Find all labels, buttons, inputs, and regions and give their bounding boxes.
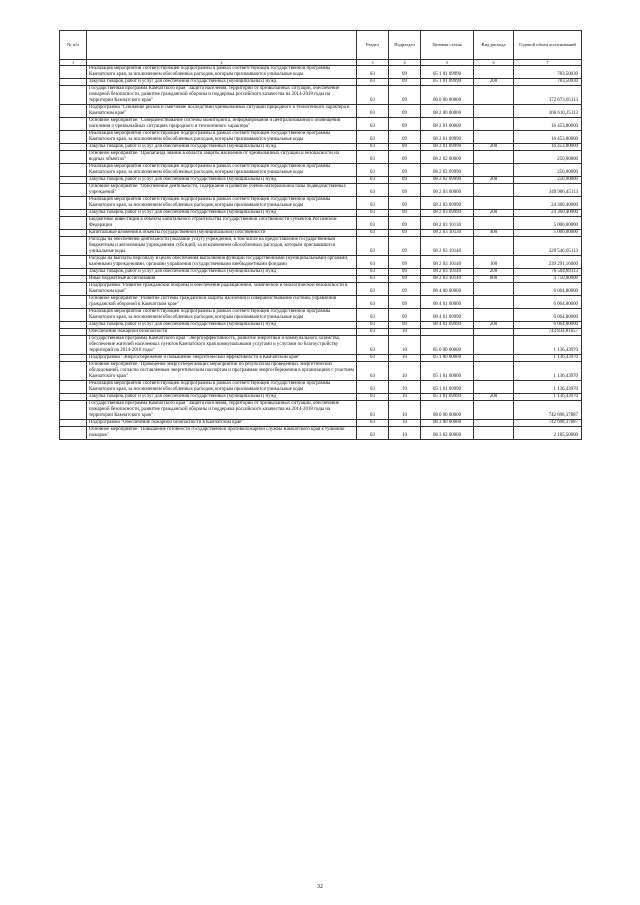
row-vid-cell xyxy=(474,329,514,336)
row-target-cell: 08 2 03 09990 xyxy=(421,197,474,210)
row-razdel-cell: 03 xyxy=(357,269,389,276)
row-target-cell: 08 2 03 10140 xyxy=(421,269,474,276)
row-name-cell: Основное мероприятие "Обеспечение деятельности, содержание и развитие учебно-материальной базы подведомственных учреждений" xyxy=(87,184,357,197)
row-podrazdel-cell: 10 xyxy=(389,362,421,381)
row-razdel-cell: 03 xyxy=(357,144,389,151)
row-name-cell: Подпрограмма "Развитие гражданской обороны и обеспечение радиационной, химической и биологической безопасности в Камчатском крае" xyxy=(87,283,357,296)
row-razdel-cell: 03 xyxy=(357,296,389,309)
row-vid-cell xyxy=(474,362,514,381)
row-target-cell: 05 1 01 09990 xyxy=(421,79,474,86)
row-razdel-cell: 03 xyxy=(357,309,389,322)
row-number-cell xyxy=(60,86,87,105)
row-vid-cell xyxy=(474,420,514,427)
row-target-cell: 08 2 01 09990 xyxy=(421,131,474,144)
row-razdel-cell: 03 xyxy=(357,177,389,184)
header-vid: Вид расхода xyxy=(474,31,514,60)
row-razdel-cell: 03 xyxy=(357,184,389,197)
row-target-cell: 08 2 03 10140 xyxy=(421,237,474,256)
table-row xyxy=(60,105,582,118)
row-name-cell: Капитальные вложения в объекты государственной (муниципальной) собственности xyxy=(87,230,357,237)
row-vid-cell: 800 xyxy=(474,276,514,283)
row-podrazdel-cell: 09 xyxy=(389,177,421,184)
row-vid-cell xyxy=(474,118,514,131)
row-target-cell: 08 4 01 09990 xyxy=(421,322,474,329)
table-row xyxy=(60,336,582,355)
row-vid-cell: 200 xyxy=(474,269,514,276)
row-razdel-cell: 03 xyxy=(357,151,389,164)
row-razdel-cell: 03 xyxy=(357,336,389,355)
row-target-cell: 05 1 01 09990 xyxy=(421,394,474,401)
row-razdel-cell: 03 xyxy=(357,362,389,381)
row-podrazdel-cell: 10 xyxy=(389,329,421,336)
row-target-cell: 05 1 00 00000 xyxy=(421,355,474,362)
row-number-cell xyxy=(60,355,87,362)
row-target-cell: 08 2 02 00000 xyxy=(421,151,474,164)
table-row xyxy=(60,79,582,86)
row-name-cell: Государственная программа Камчатского края "Энергоэффективность, развитие энергетики и коммунального хозяйства, обеспечение жителей населенных пунктов Камчатского края коммунальными услугами и услугами по благоустройству территорий на 2014-2018 годы" xyxy=(87,336,357,355)
row-podrazdel-cell: 09 xyxy=(389,256,421,269)
row-podrazdel-cell: 09 xyxy=(389,322,421,329)
row-number-cell xyxy=(60,131,87,144)
row-podrazdel-cell: 09 xyxy=(389,86,421,105)
row-name-cell: Реализация мероприятий соответствующей подпрограммы в рамках соответствующей государственной программы Камчатского края, за исключением обособленных расходов, которым присваиваются уникальные коды xyxy=(87,66,357,79)
col-number: 2 xyxy=(87,60,357,66)
row-number-cell xyxy=(60,230,87,237)
row-podrazdel-cell: 10 xyxy=(389,381,421,394)
row-razdel-cell: 03 xyxy=(357,164,389,177)
row-razdel-cell: 03 xyxy=(357,66,389,79)
row-vid-cell xyxy=(474,66,514,79)
row-vid-cell xyxy=(474,237,514,256)
row-name-cell: Иные бюджетные ассигнования xyxy=(87,276,357,283)
row-target-cell: 08 2 03 10140 xyxy=(421,276,474,283)
row-number-cell xyxy=(60,401,87,420)
row-target-cell: 08 2 02 09990 xyxy=(421,164,474,177)
row-razdel-cell: 03 xyxy=(357,118,389,131)
row-number-cell xyxy=(60,210,87,217)
row-sum-cell: 1 136,43970 xyxy=(514,355,582,362)
row-target-cell: 08 2 02 09990 xyxy=(421,177,474,184)
row-target-cell: 08 2 00 00000 xyxy=(421,105,474,118)
row-number-cell xyxy=(60,237,87,256)
table-row xyxy=(60,362,582,381)
table-row xyxy=(60,217,582,230)
row-razdel-cell: 03 xyxy=(357,217,389,230)
row-podrazdel-cell: 09 xyxy=(389,144,421,151)
row-target-cell: 08 4 01 09990 xyxy=(421,309,474,322)
row-number-cell xyxy=(60,309,87,322)
row-name-cell: Реализация мероприятий соответствующей подпрограммы в рамках соответствующей государственной программы Камчатского края, за исключением обособленных расходов, которым присваиваются уникальные коды xyxy=(87,381,357,394)
table-row xyxy=(60,296,582,309)
row-number-cell xyxy=(60,329,87,336)
row-podrazdel-cell: 10 xyxy=(389,401,421,420)
row-razdel-cell: 03 xyxy=(357,329,389,336)
row-podrazdel-cell: 09 xyxy=(389,118,421,131)
row-name-cell: Государственная программа Камчатского края "Защита населения, территорий от чрезвычайных ситуаций, обеспечение пожарной безопасности, развитие гражданской обороны и поддержка российского казачества на 2014-2018 годы на территории Камчатского края" xyxy=(87,401,357,420)
row-target-cell: 08 2 03 09990 xyxy=(421,210,474,217)
col-number: 7 xyxy=(514,60,582,66)
row-vid-cell xyxy=(474,131,514,144)
row-number-cell xyxy=(60,184,87,197)
col-number: 6 xyxy=(474,60,514,66)
row-vid-cell: 200 xyxy=(474,210,514,217)
row-sum-cell: 1 136,43970 xyxy=(514,381,582,394)
row-razdel-cell: 03 xyxy=(357,105,389,118)
table-row xyxy=(60,131,582,144)
row-vid-cell: 200 xyxy=(474,394,514,401)
row-podrazdel-cell: 09 xyxy=(389,79,421,86)
row-razdel-cell: 03 xyxy=(357,381,389,394)
row-target-cell: 05 1 01 00000 xyxy=(421,362,474,381)
row-razdel-cell: 03 xyxy=(357,131,389,144)
row-sum-cell: 783,50030 xyxy=(514,79,582,86)
row-vid-cell xyxy=(474,355,514,362)
table-row xyxy=(60,427,582,440)
table-row xyxy=(60,394,582,401)
row-podrazdel-cell: 10 xyxy=(389,420,421,427)
table-row xyxy=(60,230,582,237)
table-row xyxy=(60,151,582,164)
row-podrazdel-cell: 09 xyxy=(389,197,421,210)
row-name-cell: Подпрограмма "Обеспечение пожарной безопасности в Камчатском крае" xyxy=(87,420,357,427)
row-name-cell: Реализация мероприятий соответствующей подпрограммы в рамках соответствующей государственной программы Камчатского края, за исключением обособленных расходов, которым присваиваются уникальные коды xyxy=(87,164,357,177)
row-name-cell: Государственная программа Камчатского края "Защита населения, территорий от чрезвычайных ситуаций, обеспечение пожарной безопасности, развитие гражданской обороны и поддержка российского казачества на 2014-2018 годы на территории Камчатского края" xyxy=(87,86,357,105)
row-vid-cell xyxy=(474,184,514,197)
table-row xyxy=(60,401,582,420)
table-row xyxy=(60,237,582,256)
row-razdel-cell: 03 xyxy=(357,256,389,269)
row-vid-cell: 200 xyxy=(474,177,514,184)
row-name-cell: Обеспечение пожарной безопасности xyxy=(87,329,357,336)
row-number-cell xyxy=(60,269,87,276)
row-target-cell: 08 2 03 10140 xyxy=(421,256,474,269)
row-vid-cell xyxy=(474,86,514,105)
row-razdel-cell: 03 xyxy=(357,79,389,86)
row-sum-cell: 1 136,43970 xyxy=(514,336,582,355)
row-vid-cell: 200 xyxy=(474,79,514,86)
row-razdel-cell: 03 xyxy=(357,394,389,401)
row-sum-cell: 24 360,40000 xyxy=(514,210,582,217)
row-podrazdel-cell: 10 xyxy=(389,427,421,440)
row-number-cell xyxy=(60,177,87,184)
row-vid-cell: 400 xyxy=(474,230,514,237)
header-row xyxy=(60,31,582,60)
header-sum: Годовой объем ассигнований xyxy=(514,31,582,60)
table-row xyxy=(60,66,582,79)
row-target-cell: 05 1 01 09990 xyxy=(421,66,474,79)
row-razdel-cell: 03 xyxy=(357,401,389,420)
table-row xyxy=(60,118,582,131)
row-sum-cell: 6 064,80000 xyxy=(514,322,582,329)
row-name-cell: Реализация мероприятий соответствующей подпрограммы в рамках соответствующей государственной программы Камчатского края, за исключением обособленных расходов, которым присваиваются уникальные коды xyxy=(87,197,357,210)
row-name-cell: Закупка товаров, работ и услуг для обеспечения государственных (муниципальных) нужд xyxy=(87,79,357,86)
row-number-cell xyxy=(60,381,87,394)
row-razdel-cell: 03 xyxy=(357,197,389,210)
row-sum-cell: 24 360,40000 xyxy=(514,197,582,210)
row-sum-cell: 250,00000 xyxy=(514,151,582,164)
table-row xyxy=(60,309,582,322)
row-number-cell xyxy=(60,362,87,381)
row-sum-cell: 16 453,80000 xyxy=(514,131,582,144)
row-target-cell: 05 0 00 00000 xyxy=(421,336,474,355)
table-row xyxy=(60,420,582,427)
row-name-cell: Подпрограмма "Снижение рисков и смягчение последствий чрезвычайных ситуаций природного и техногенного характера в Камчатском крае" xyxy=(87,105,357,118)
row-podrazdel-cell: 09 xyxy=(389,230,421,237)
row-sum-cell: 372 673,05113 xyxy=(514,86,582,105)
row-podrazdel-cell: 09 xyxy=(389,217,421,230)
table-row xyxy=(60,177,582,184)
row-podrazdel-cell: 09 xyxy=(389,105,421,118)
table-row xyxy=(60,184,582,197)
table-row xyxy=(60,329,582,336)
row-name-cell: Основное мероприятие "Совершенствование системы мониторинга, информирования и централизованного оповещения населения о чрезвычайных ситуациях природного и техногенного характера" xyxy=(87,118,357,131)
table-row xyxy=(60,269,582,276)
row-podrazdel-cell: 09 xyxy=(389,151,421,164)
row-number-cell xyxy=(60,66,87,79)
row-sum-cell: 366 610,25113 xyxy=(514,105,582,118)
row-number-cell xyxy=(60,420,87,427)
table-row xyxy=(60,164,582,177)
table-row xyxy=(60,210,582,217)
row-sum-cell: 742 698,37887 xyxy=(514,420,582,427)
row-target-cell xyxy=(421,329,474,336)
row-number-cell xyxy=(60,336,87,355)
row-sum-cell: 250,00000 xyxy=(514,164,582,177)
row-vid-cell: 200 xyxy=(474,144,514,151)
row-name-cell: Закупка товаров, работ и услуг для обеспечения государственных (муниципальных) нужд xyxy=(87,144,357,151)
table-row xyxy=(60,381,582,394)
row-vid-cell xyxy=(474,164,514,177)
row-name-cell: Реализация мероприятий соответствующей подпрограммы в рамках соответствующей государственной программы Камчатского края, за исключением обособленных расходов, которым присваиваются уникальные коды xyxy=(87,309,357,322)
row-target-cell: 08 3 00 00000 xyxy=(421,420,474,427)
header-target: Целевая статья xyxy=(421,31,474,60)
row-razdel-cell: 03 xyxy=(357,230,389,237)
row-vid-cell xyxy=(474,381,514,394)
row-sum-cell: 5 000,00000 xyxy=(514,230,582,237)
row-target-cell: 08 4 00 00000 xyxy=(421,283,474,296)
row-name-cell: Расходы на выплаты персоналу в целях обеспечения выполнения функций государственными (муниципальными) органами, казенными учреждениями, органами управления государственными внебюджетными фондами xyxy=(87,256,357,269)
row-podrazdel-cell: 09 xyxy=(389,296,421,309)
row-target-cell: 08 4 01 00000 xyxy=(421,296,474,309)
row-sum-cell: 16 453,80000 xyxy=(514,118,582,131)
row-sum-cell: 2 185,50000 xyxy=(514,427,582,440)
row-target-cell: 05 1 01 09990 xyxy=(421,381,474,394)
row-razdel-cell: 03 xyxy=(357,86,389,105)
row-sum-cell: 320 546,05113 xyxy=(514,237,582,256)
row-podrazdel-cell: 09 xyxy=(389,309,421,322)
row-number-cell xyxy=(60,276,87,283)
row-podrazdel-cell: 09 xyxy=(389,269,421,276)
row-number-cell xyxy=(60,118,87,131)
table-row xyxy=(60,197,582,210)
row-number-cell xyxy=(60,79,87,86)
row-name-cell: Основное мероприятие "Пропаганда знаний в области защиты населения от чрезвычайных ситуаций и безопасности на водных объектах" xyxy=(87,151,357,164)
row-podrazdel-cell: 09 xyxy=(389,164,421,177)
row-podrazdel-cell: 09 xyxy=(389,283,421,296)
header-podrazdel: Подраздел xyxy=(389,31,421,60)
row-vid-cell xyxy=(474,283,514,296)
row-vid-cell xyxy=(474,427,514,440)
row-razdel-cell: 03 xyxy=(357,420,389,427)
row-name-cell: Закупка товаров, работ и услуг для обеспечения государственных (муниципальных) нужд xyxy=(87,210,357,217)
row-razdel-cell: 03 xyxy=(357,322,389,329)
row-podrazdel-cell: 10 xyxy=(389,355,421,362)
row-podrazdel-cell: 09 xyxy=(389,237,421,256)
table-row xyxy=(60,144,582,151)
col-number: 1 xyxy=(60,60,87,66)
row-name-cell: Закупка товаров, работ и услуг для обеспечения государственных (муниципальных) нужд xyxy=(87,322,357,329)
row-name-cell: Бюджетные инвестиции в объекты капитального строительства государственной собственности субъектов Российской Федерации xyxy=(87,217,357,230)
table-row xyxy=(60,322,582,329)
row-razdel-cell: 03 xyxy=(357,237,389,256)
row-target-cell: 08 0 00 00000 xyxy=(421,401,474,420)
row-vid-cell xyxy=(474,197,514,210)
row-target-cell: 08 2 03 10130 xyxy=(421,217,474,230)
row-number-cell xyxy=(60,256,87,269)
row-sum-cell: 1 136,43970 xyxy=(514,394,582,401)
row-target-cell: 08 2 03 10130 xyxy=(421,230,474,237)
row-vid-cell xyxy=(474,296,514,309)
row-razdel-cell: 03 xyxy=(357,276,389,283)
header-razdel: Раздел xyxy=(357,31,389,60)
row-target-cell: 08 2 01 09990 xyxy=(421,144,474,151)
header-num: № п/п xyxy=(60,31,87,60)
row-name-cell: Закупка товаров, работ и услуг для обеспечения государственных (муниципальных) нужд xyxy=(87,177,357,184)
row-razdel-cell: 03 xyxy=(357,283,389,296)
row-sum-cell: 6 064,80000 xyxy=(514,309,582,322)
col-number: 3 xyxy=(357,60,389,66)
row-vid-cell xyxy=(474,105,514,118)
col-number: 5 xyxy=(421,60,474,66)
table-row xyxy=(60,86,582,105)
row-name-cell: Основное мероприятие "Проведение энергосберегающих мероприятий по результатам проведенных энергетических обследований, согласно составленным энергетическим паспортам и программам энергосбережения в организациях с участием Камчатского края" xyxy=(87,362,357,381)
row-number-cell xyxy=(60,322,87,329)
row-target-cell: 08 2 03 00000 xyxy=(421,184,474,197)
row-sum-cell: 783,50030 xyxy=(514,66,582,79)
row-number-cell xyxy=(60,164,87,177)
col-number: 4 xyxy=(389,60,421,66)
row-number-cell xyxy=(60,427,87,440)
row-name-cell: Расходы на обеспечение деятельности (оказание услуг) учреждений, в том числе на предоставление государственным бюджетным и автономным учреждениям субсидий, за исключением обособленных расходов, которым присваиваются уникальные коды xyxy=(87,237,357,256)
row-sum-cell: 250,00000 xyxy=(514,177,582,184)
table-row xyxy=(60,276,582,283)
row-sum-cell: 742 698,37887 xyxy=(514,401,582,420)
row-podrazdel-cell: 09 xyxy=(389,184,421,197)
row-number-cell xyxy=(60,283,87,296)
row-name-cell: Закупка товаров, работ и услуг для обеспечения государственных (муниципальных) нужд xyxy=(87,269,357,276)
row-podrazdel-cell: 09 xyxy=(389,66,421,79)
row-name-cell: Подпрограмма "Энергосбережение и повышение энергетической эффективности в Камчатском крае" xyxy=(87,355,357,362)
row-number-cell xyxy=(60,394,87,401)
row-sum-cell: 4 750,00000 xyxy=(514,276,582,283)
row-vid-cell xyxy=(474,151,514,164)
row-sum-cell: 76 504,89113 xyxy=(514,269,582,276)
row-vid-cell: 200 xyxy=(474,322,514,329)
row-sum-cell: 6 064,80000 xyxy=(514,283,582,296)
table-row xyxy=(60,256,582,269)
row-name-cell: Реализация мероприятий соответствующей подпрограммы в рамках соответствующей государственной программы Камчатского края, за исключением обособленных расходов, которым присваиваются уникальные коды xyxy=(87,131,357,144)
row-sum-cell: 5 000,00000 xyxy=(514,217,582,230)
table-body xyxy=(60,66,582,440)
budget-table xyxy=(59,30,582,440)
row-vid-cell xyxy=(474,309,514,322)
row-sum-cell: 1 136,43970 xyxy=(514,362,582,381)
page-number: 32 xyxy=(317,884,323,890)
row-vid-cell xyxy=(474,401,514,420)
row-number-cell xyxy=(60,144,87,151)
row-target-cell: 08 0 00 00000 xyxy=(421,86,474,105)
row-sum-cell: 6 064,80000 xyxy=(514,296,582,309)
row-sum-cell: 349 906,45113 xyxy=(514,184,582,197)
row-number-cell xyxy=(60,217,87,230)
row-podrazdel-cell: 09 xyxy=(389,131,421,144)
row-target-cell: 08 3 02 00000 xyxy=(421,427,474,440)
row-vid-cell: 100 xyxy=(474,256,514,269)
row-name-cell: Основное мероприятие "Повышение готовности государственной противопожарной службы Камчатского края к тушению пожаров" xyxy=(87,427,357,440)
row-razdel-cell: 03 xyxy=(357,210,389,217)
row-number-cell xyxy=(60,296,87,309)
row-razdel-cell: 03 xyxy=(357,427,389,440)
row-podrazdel-cell: 10 xyxy=(389,394,421,401)
row-podrazdel-cell: 09 xyxy=(389,276,421,283)
row-podrazdel-cell: 10 xyxy=(389,336,421,355)
row-sum-cell: 743 834,81857 xyxy=(514,329,582,336)
table-row xyxy=(60,283,582,296)
row-razdel-cell: 03 xyxy=(357,355,389,362)
row-sum-cell: 16 453,80000 xyxy=(514,144,582,151)
row-vid-cell xyxy=(474,217,514,230)
header-name xyxy=(87,31,357,60)
row-vid-cell xyxy=(474,336,514,355)
row-sum-cell: 239 291,16000 xyxy=(514,256,582,269)
row-target-cell: 08 2 01 00000 xyxy=(421,118,474,131)
row-name-cell: Основное мероприятие "Развитие системы гражданской защиты населения и совершенствование системы управления гражданской обороной в Камчатском крае" xyxy=(87,296,357,309)
table-row xyxy=(60,355,582,362)
row-number-cell xyxy=(60,151,87,164)
budget-document xyxy=(59,30,581,440)
row-name-cell: Закупка товаров, работ и услуг для обеспечения государственных (муниципальных) нужд xyxy=(87,394,357,401)
row-number-cell xyxy=(60,197,87,210)
row-podrazdel-cell: 09 xyxy=(389,210,421,217)
row-number-cell xyxy=(60,105,87,118)
